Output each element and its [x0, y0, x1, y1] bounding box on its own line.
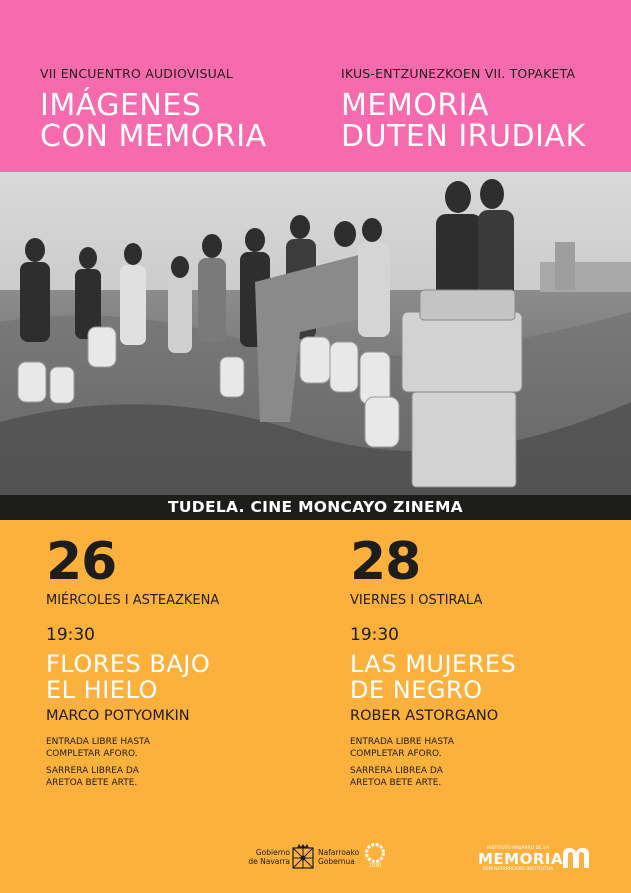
event-film-title-line2: DE NEGRO [350, 676, 483, 704]
venue-bar [0, 495, 631, 520]
event-note-eu [46, 766, 336, 789]
header-title-es-line1: IMÁGENES [40, 88, 202, 123]
event-weekday: VIERNES I OSTIRALA [350, 593, 483, 608]
event-film-title-line2: EL HIELO [46, 676, 158, 704]
event-note-line: ENTRADA LIBRE HASTA [46, 737, 150, 747]
institute-name-bottom: REM NAFARROAKO INSTITUTUA [482, 867, 554, 872]
archive-photo-illustration [0, 172, 631, 495]
event-note-es [350, 737, 631, 760]
navarre-chains-icon [292, 844, 314, 870]
header-title-eu-line2: DUTEN IRUDIAK [341, 119, 586, 154]
event-card [350, 532, 631, 789]
header-spanish [40, 66, 320, 152]
government-name-eu-line1: Nafarroako [318, 848, 360, 857]
header-title-es-line2: CON MEMORIA [40, 119, 267, 154]
event-film-title [46, 651, 336, 703]
institute-name-top: INSTITUTO NAVARRO DE LA [486, 846, 550, 851]
event-note-eu [350, 766, 631, 789]
event-director: ROBER ASTORGANO [350, 708, 499, 724]
government-name-es-line1: Gobierno [255, 848, 290, 857]
event-note-line: COMPLETAR AFORO. [46, 748, 138, 759]
event-time: 19:30 [350, 625, 399, 645]
archive-photo [0, 172, 631, 495]
event-time: 19:30 [46, 625, 95, 645]
memoria-institute-name [478, 846, 564, 872]
event-note-line: COMPLETAR AFORO. [350, 748, 442, 759]
venue-text: TUDELA. CINE MONCAYO ZINEMA [168, 498, 463, 516]
event-note-line: ENTRADA LIBRE HASTA [350, 737, 454, 747]
event-note-line: ARETOA BETE ARTE. [46, 777, 138, 788]
header-basque [341, 66, 621, 152]
event-day: 26 [46, 532, 117, 592]
event-day: 28 [350, 532, 421, 592]
header-kicker-eu: IKUS-ENTZUNEZKOEN VII. TOPAKETA [341, 66, 576, 81]
event-film-title-line1: FLORES BAJO [46, 650, 211, 678]
government-name-es-line2: de Navarra [248, 857, 290, 866]
event-director: MARCO POTYOMKIN [46, 708, 190, 724]
header-kicker-es: VII ENCUENTRO AUDIOVISUAL [40, 66, 233, 81]
institute-name-main: MEMORIA [478, 850, 564, 868]
header-title-es [40, 90, 320, 152]
footer-logos [0, 840, 631, 880]
event-note-line: SARRERA LIBREA DA [46, 766, 139, 776]
agenda-2030-icon [364, 842, 386, 864]
memoria-logo-icon [561, 846, 591, 870]
event-weekday: MIÉRCOLES I ASTEAZKENA [46, 593, 220, 608]
event-card [46, 532, 336, 789]
event-film-title-line1: LAS MUJERES [350, 650, 517, 678]
government-name-eu-line2: Gobernua [318, 857, 355, 866]
government-name-es [238, 848, 290, 866]
agenda-2030-label: 2030 [368, 863, 382, 869]
event-note-line: SARRERA LIBREA DA [350, 766, 443, 776]
government-name-eu [318, 848, 370, 866]
header-title-eu-line1: MEMORIA [341, 88, 490, 123]
header-band [0, 0, 631, 172]
program-band [0, 520, 631, 893]
event-note-es [46, 737, 336, 760]
event-film-title [350, 651, 631, 703]
event-note-line: ARETOA BETE ARTE. [350, 777, 442, 788]
header-title-eu [341, 90, 621, 152]
